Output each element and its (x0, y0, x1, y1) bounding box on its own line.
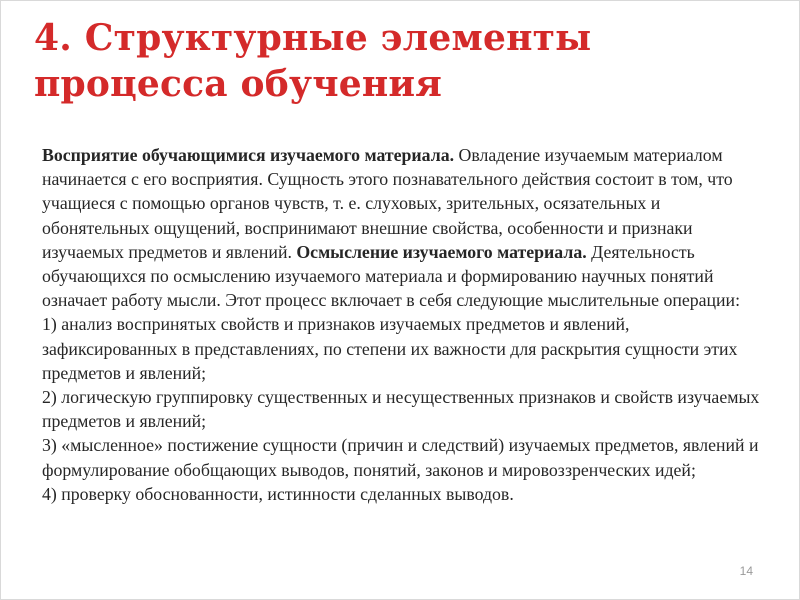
text-comprehension: Деятельность обучающихся по осмыслению изучаемого материала и формированию научных понятий означает работу мысли. Этот процесс включает в себя следующие мыслительные операции: (42, 241, 741, 311)
page-number: 14 (739, 564, 753, 578)
text-perception: Овладение изучаемым материалом начинается с его восприятия. Сущность этого познавательного действия состоит в том, что учащиеся с помощью органов чувств, т. е. слуховых, зрительных, осязательных и обонятельных ощущений, воспринимают внешние свойства, особенности и признаки изучаемых предметов и явлений. (42, 145, 733, 262)
slide-title: 4. Структурные элементы процесса обучения (34, 17, 592, 105)
list-item-3: 3) «мысленное» постижение сущности (причин и следствий) изучаемых предметов, явлений и формулирование обобщающих выводов, понятий, законов и мировоззренческих идей; (42, 435, 759, 480)
heading-perception: Восприятие обучающимися изучаемого материала. (42, 145, 455, 165)
list-item-2: 2) логическую группировку существенных и несущественных признаков и свойств изучаемых предметов и явлений; (42, 387, 760, 432)
slide-body (42, 143, 762, 506)
list-item-4: 4) проверку обоснованности, истинности сделанных выводов. (42, 483, 514, 504)
heading-comprehension: Осмысление изучаемого материала. (291, 241, 587, 262)
list-item-1: 1) анализ воспринятых свойств и признаков изучаемых предметов и явлений, зафиксированных в представлениях, по степени их важности для раскрытия сущности этих предметов и явлений; (42, 314, 738, 383)
